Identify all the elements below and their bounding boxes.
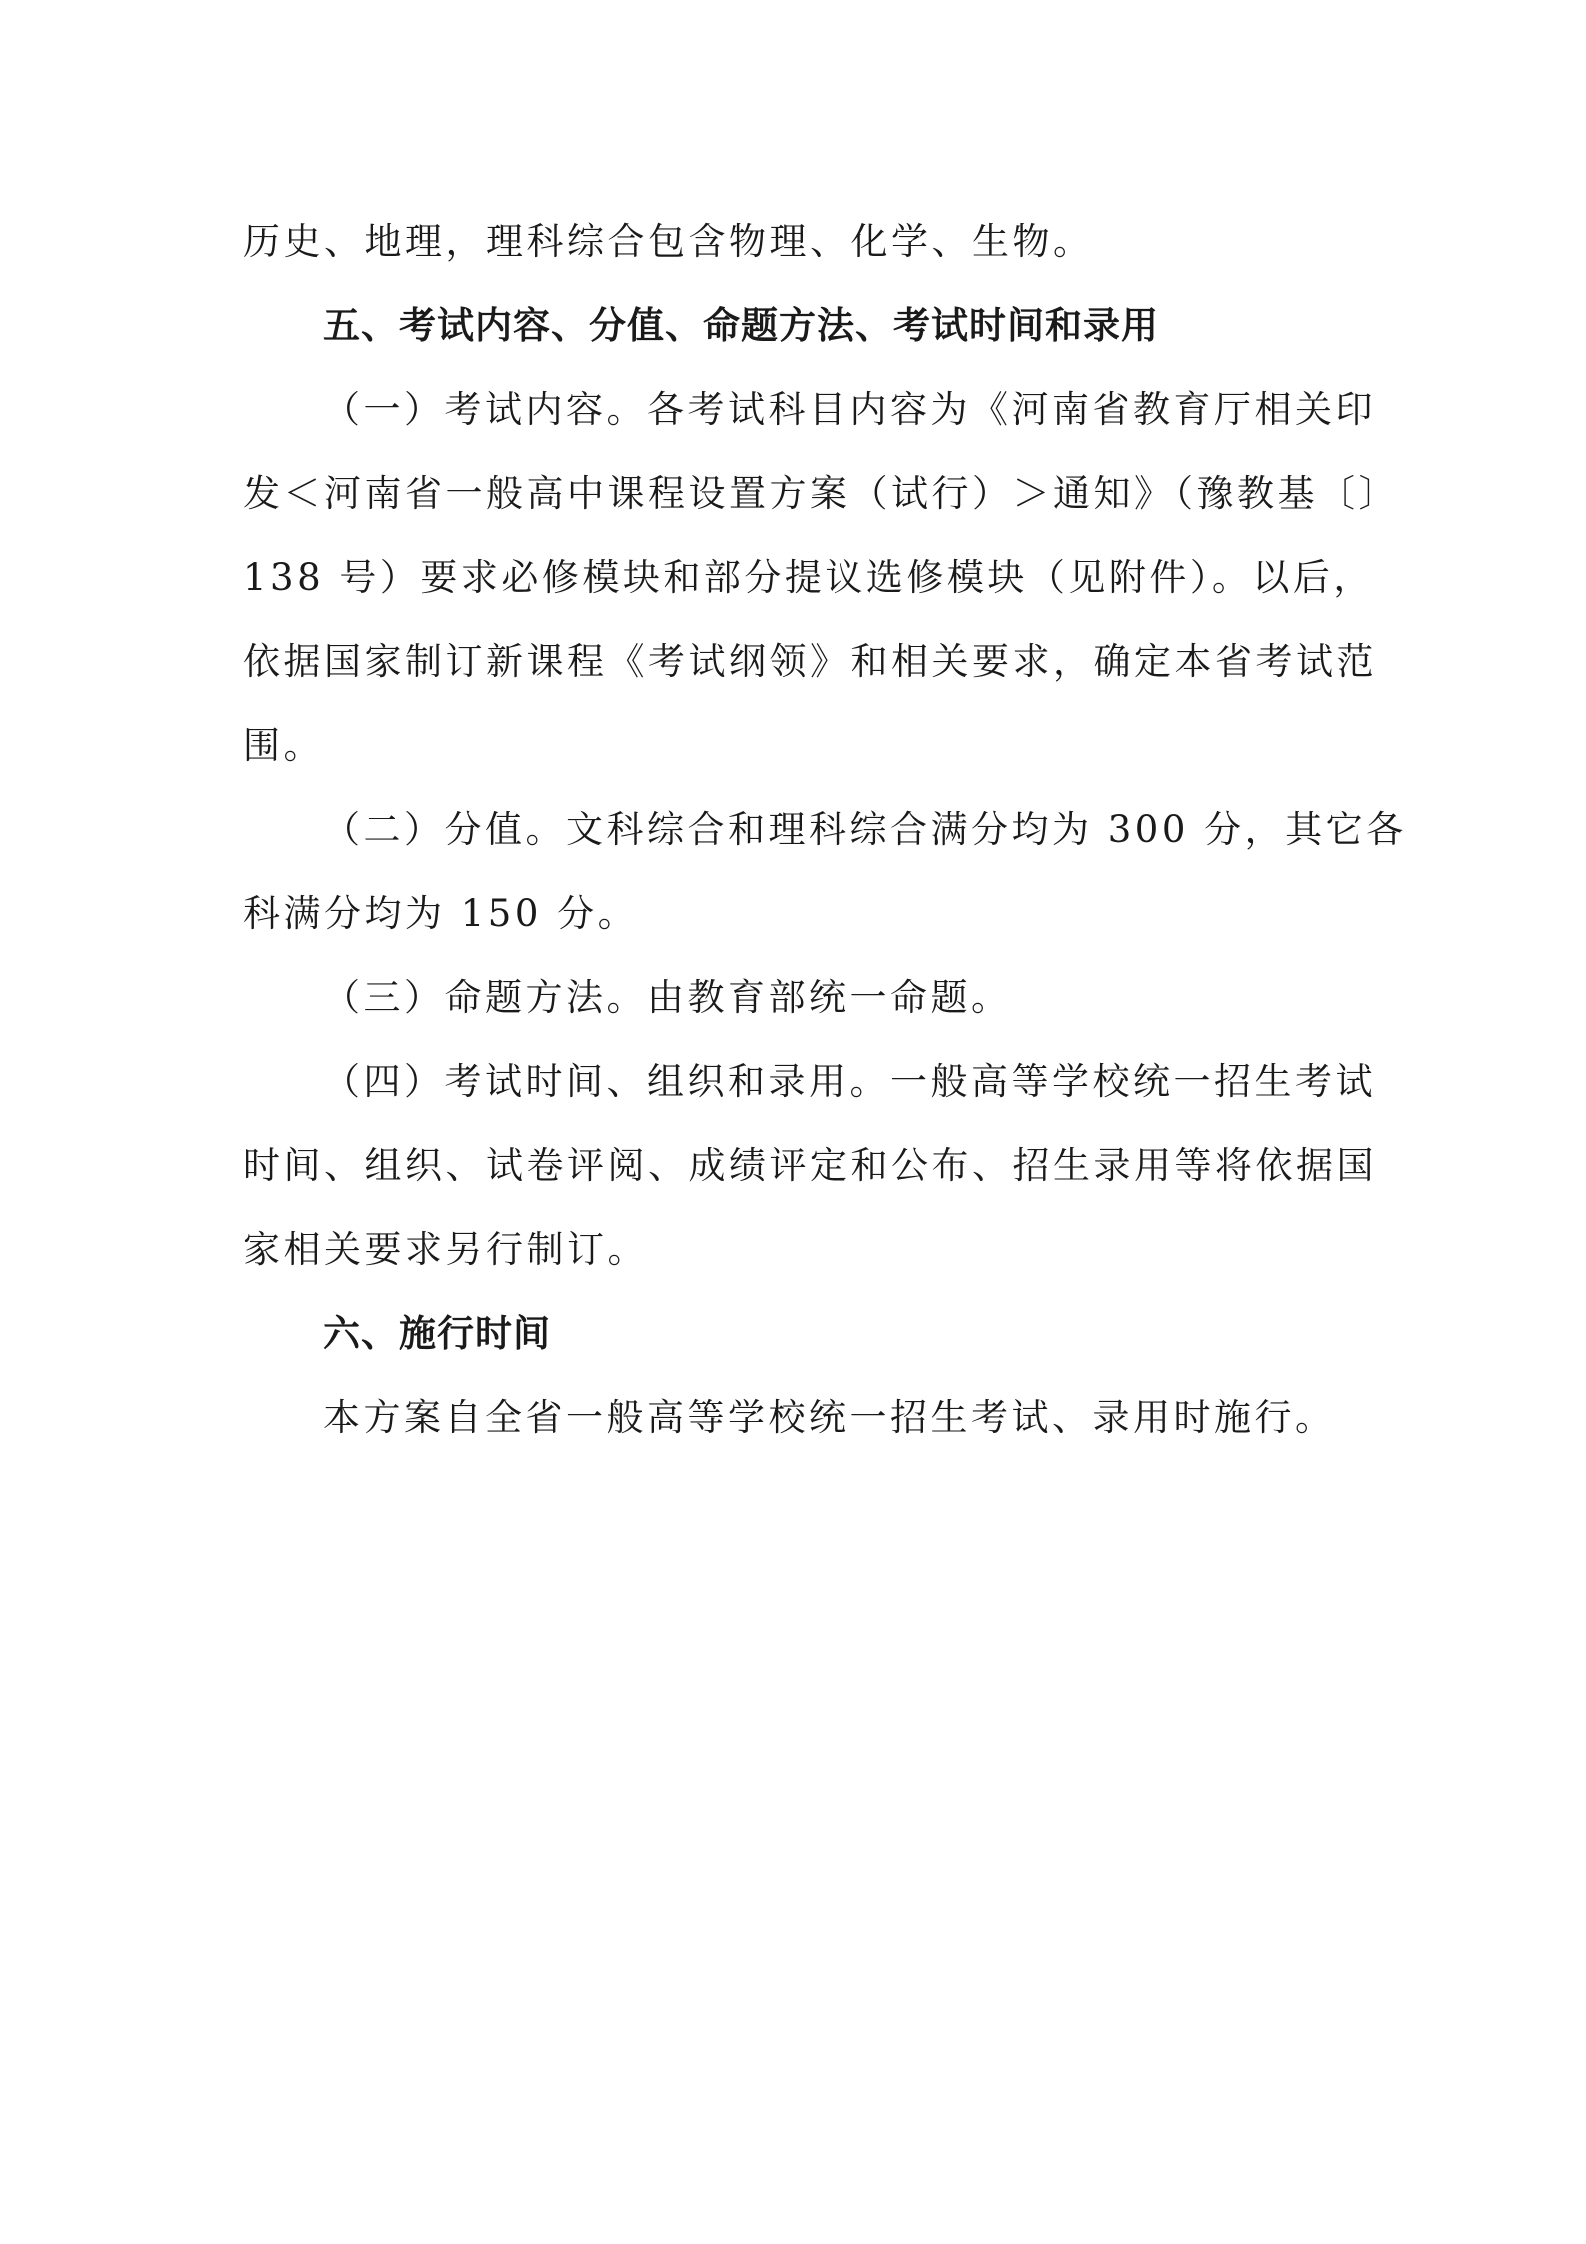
section-heading-5: 五、考试内容、分值、命题方法、考试时间和录用: [323, 304, 1159, 347]
paragraph-line: 发＜河南省一般高中课程设置方案（试行）＞通知》（豫教基〔〕: [243, 472, 1399, 515]
paragraph-line: （二）分值。文科综合和理科综合满分均为 300 分，其它各: [323, 808, 1407, 851]
paragraph-line: （一）考试内容。各考试科目内容为《河南省教育厅相关印: [323, 388, 1376, 431]
paragraph-line: 依据国家制订新课程《考试纲领》和相关要求，确定本省考试范: [243, 640, 1377, 683]
document-body: [243, 200, 1407, 1460]
paragraph-line: 科满分均为 150 分。: [243, 892, 639, 935]
paragraph-line: 围。: [243, 724, 324, 767]
paragraph-line: 时间、组织、试卷评阅、成绩评定和公布、招生录用等将依据国: [243, 1144, 1377, 1187]
paragraph-line: 138 号）要求必修模块和部分提议选修模块（见附件）。以后，: [243, 556, 1374, 599]
paragraph-line: （三）命题方法。由教育部统一命题。: [323, 976, 1012, 1019]
paragraph-line: 历史、地理，理科综合包含物理、化学、生物。: [243, 220, 1094, 263]
paragraph-line: 家相关要求另行制订。: [243, 1228, 648, 1271]
section-heading-6: 六、施行时间: [323, 1312, 551, 1355]
paragraph-line: （四）考试时间、组织和录用。一般高等学校统一招生考试: [323, 1060, 1376, 1103]
paragraph-line: 本方案自全省一般高等学校统一招生考试、录用时施行。: [323, 1396, 1336, 1439]
